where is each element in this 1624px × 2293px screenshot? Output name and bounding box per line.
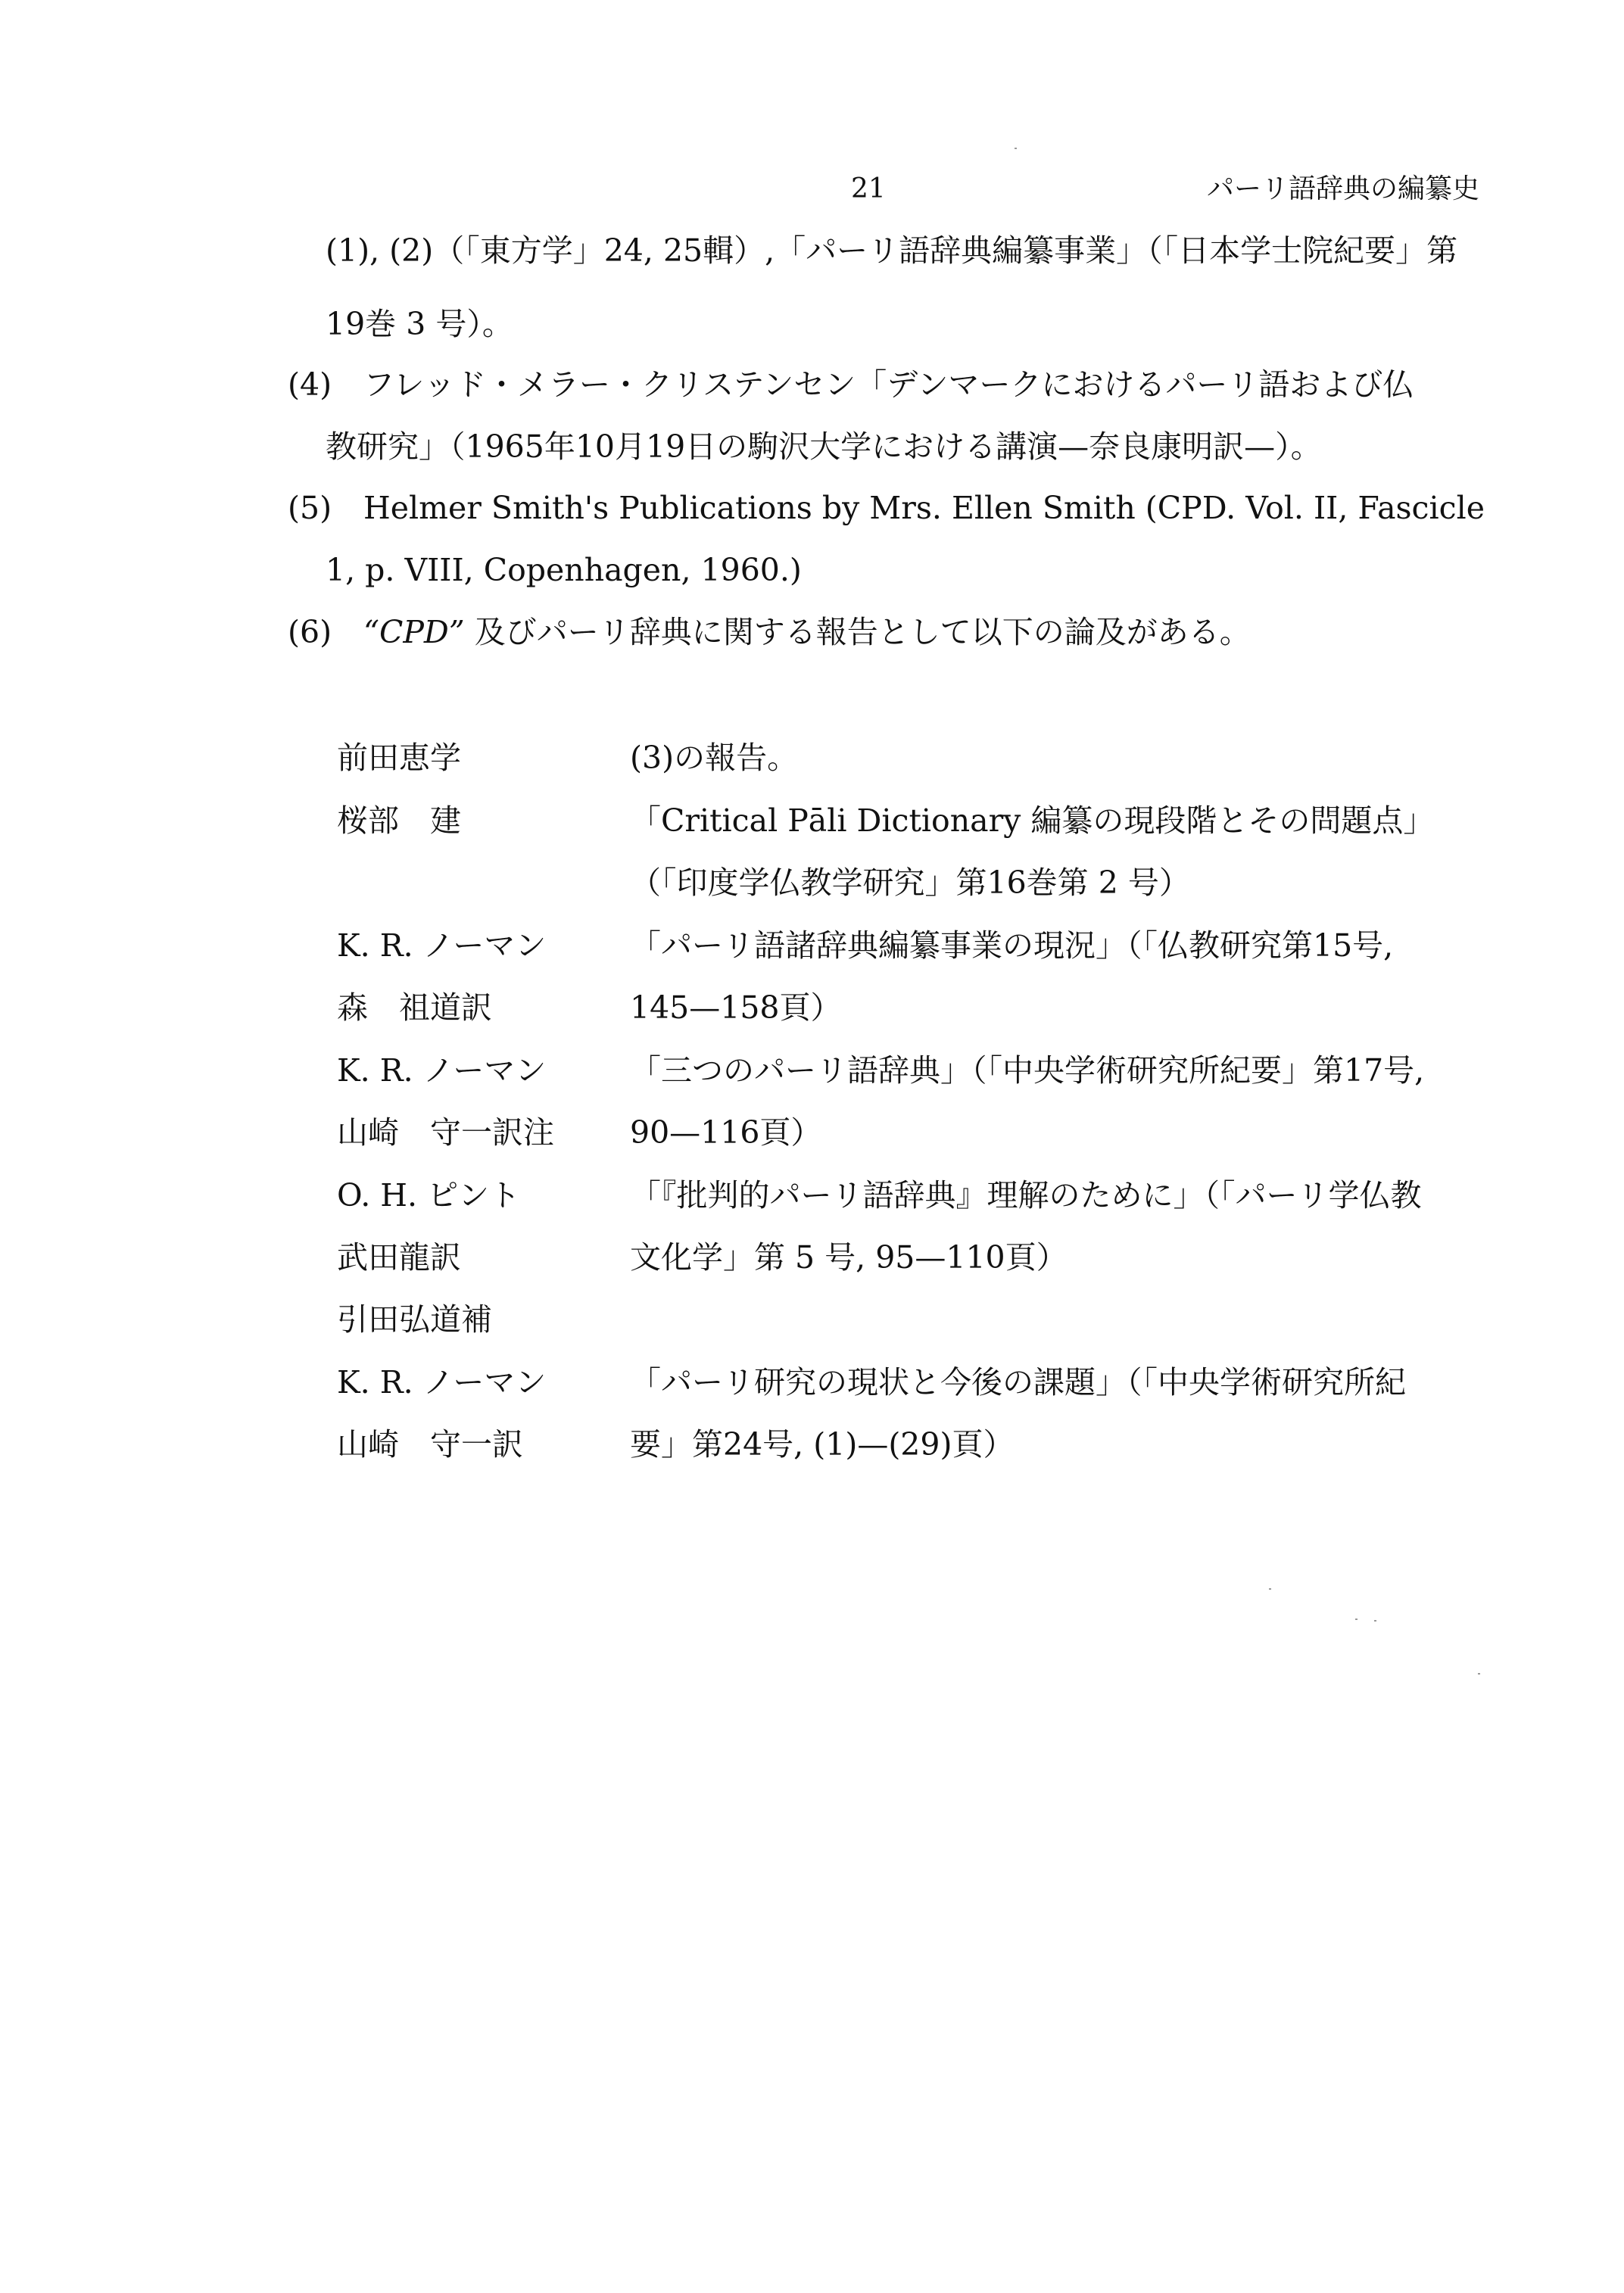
note-5-line-1 [288, 489, 1485, 527]
note-1-2-line-2: 19巻 3 号）。 [326, 306, 513, 342]
ref-6-author-2: 山崎 守一訳 [337, 1426, 523, 1463]
page-number: 21 [851, 173, 886, 204]
ref-5-author-3: 引田弘道補 [337, 1301, 492, 1338]
ref-2-work-1: 「Critical Pāli Dictionary 編纂の現段階とその問題点」 [630, 802, 1435, 839]
ref-4-author-1: K. R. ノーマン [337, 1052, 547, 1089]
note-5-text-1: Helmer Smith's Publications by Mrs. Ellen Smith (CPD. Vol. II, Fascicle [363, 490, 1485, 526]
ref-1-work: (3)の報告。 [630, 740, 799, 776]
note-6-marker: (6) [288, 614, 332, 650]
note-4-line-2: 教研究」（1965年10月19日の駒沢大学における講演—奈良康明訳—）。 [326, 428, 1322, 465]
running-title: パーリ語辞典の編纂史 [1207, 173, 1480, 204]
note-6-cpd: “CPD” [363, 614, 465, 650]
ref-5-work-2: 文化学」第 5 号, 95—110頁） [630, 1239, 1068, 1276]
scan-speck [1015, 148, 1017, 149]
note-6-text: 及びパーリ辞典に関する報告として以下の論及がある。 [464, 614, 1251, 650]
scan-speck [1355, 1618, 1357, 1620]
note-4-line-1 [288, 366, 1414, 403]
ref-5-work-1: 「『批判的パーリ語辞典』理解のために」（「パーリ学仏教 [630, 1177, 1422, 1213]
ref-6-work-2: 要」第24号, (1)—(29)頁） [630, 1426, 1015, 1463]
note-4-text-1: フレッド・メラー・クリステンセン「デンマークにおけるパーリ語および仏 [363, 366, 1414, 403]
ref-1-author: 前田恵学 [337, 740, 461, 776]
ref-2-author: 桜部 建 [337, 802, 461, 839]
note-4-marker: (4) [288, 366, 332, 403]
note-5-marker: (5) [288, 490, 332, 526]
scan-speck [1478, 1673, 1480, 1675]
ref-4-author-2: 山崎 守一訳注 [337, 1114, 554, 1151]
ref-3-work-1: 「パーリ語諸辞典編纂事業の現況」（「仏教研究第15号, [630, 927, 1394, 964]
ref-6-work-1: 「パーリ研究の現状と今後の課題」（「中央学術研究所紀 [630, 1364, 1406, 1400]
note-6-line-1 [288, 613, 1251, 651]
ref-3-work-2: 145—158頁） [630, 989, 842, 1026]
ref-5-author-2: 武田龍訳 [337, 1239, 461, 1276]
ref-2-work-2: （「印度学仏教学研究」第16巻第 2 号） [630, 865, 1190, 901]
ref-3-author-2: 森 祖道訳 [337, 989, 492, 1026]
ref-3-author-1: K. R. ノーマン [337, 927, 547, 964]
ref-6-author-1: K. R. ノーマン [337, 1364, 547, 1400]
note-5-line-2: 1, p. VIII, Copenhagen, 1960.) [326, 552, 802, 588]
note-1-2-line-1: (1), (2)（「東方学」24, 25輯）,「パーリ語辞典編纂事業」（「日本学士院紀要」第 [326, 232, 1458, 269]
scan-speck [1269, 1588, 1271, 1590]
ref-4-work-2: 90—116頁） [630, 1114, 822, 1151]
scan-speck [1374, 1620, 1376, 1622]
ref-4-work-1: 「三つのパーリ語辞典」（「中央学術研究所紀要」第17号, [630, 1052, 1425, 1089]
ref-5-author-1: O. H. ピント [337, 1177, 521, 1213]
